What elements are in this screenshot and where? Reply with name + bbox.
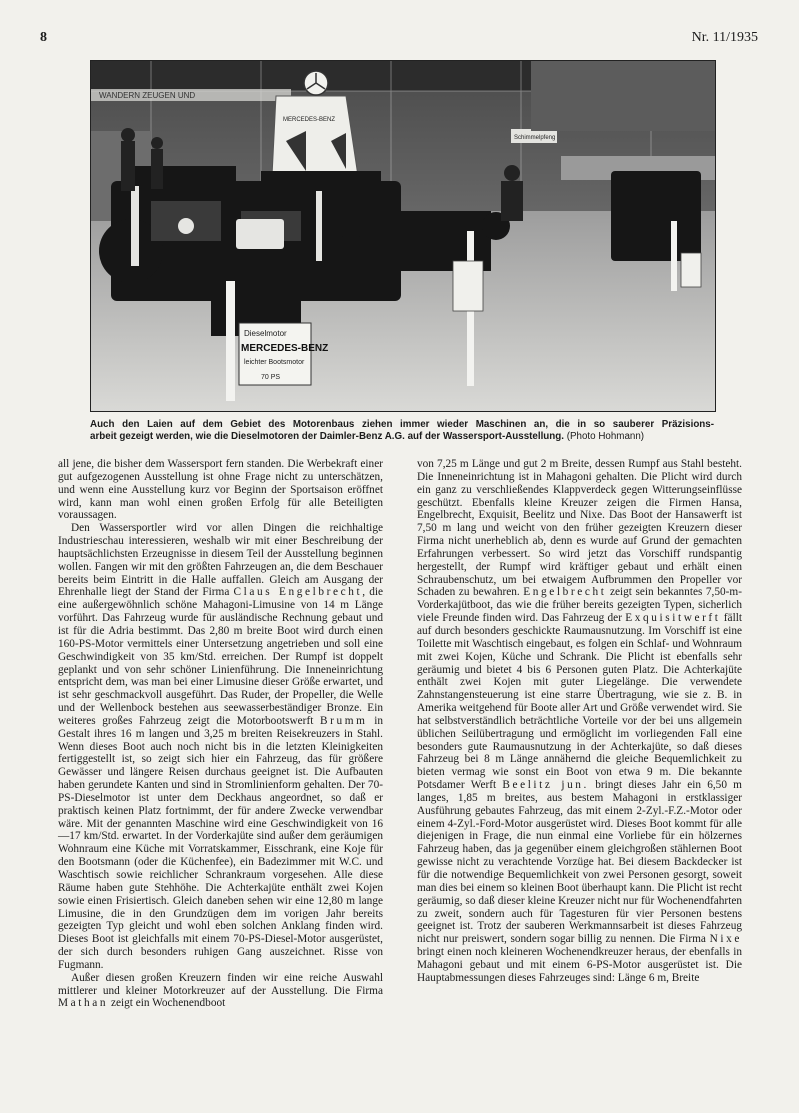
- paragraph: Außer diesen großen Kreuzern finden wir eine reiche Auswahl mittlerer und kleiner Motorkreuzer auf der Ausstellung. Die Firma Mathan zeigt ein Wochenendboot: [58, 971, 383, 1010]
- svg-text:MERCEDES-BENZ: MERCEDES-BENZ: [283, 117, 336, 123]
- exhibition-photo: [90, 60, 716, 412]
- paragraph: von 7,25 m Länge und gut 2 m Breite, dessen Rumpf aus Stahl besteht. Die Inneneinrichtung ist in Mahagoni gehalten. Die Plicht wird durch ein ganz zu verschließendes Klappverdeck gegen Witterungseinflüsse geschützt. Ebenfalls kleine Kreuzer zeigen die Firmen Hansa, Engelbrecht, Exquisit, Beelitz und Nixe. Das Boot der Hansawerft ist 7,50 m lang und weicht von den früher gezeigten Kreuzern dieser Firma nicht unerheblich ab, denn es wurde auf Grund der gemachten Erfahrungen verbessert. So wird jetzt das Vorschiff rundspantig hergestellt, der Rumpf wird kräftiger gebaut und erhält einen Schraubenschutz, um bei etwaigem Aufbrummen den Propeller vor Schaden zu bewahren. Engelbrecht zeigt sein bekanntes 7,50-m-Vorderkajütboot, das wie die früher bereits gezeigten Typen, sicherlich viele Freunde finden wird. Das Fahrzeug der Exquisitwerft fällt auf durch besonders geschickte Raumausnutzung. Im Vorschiff ist eine Toilette mit Waschtisch eingebaut, es folgen ein Schlaf- und Wohnraum mit zwei Kojen, Küche und Schrank. Die Plicht ist ebenfalls sehr geräumig und bietet 4 bis 6 Personen guten Platz. Die Achterkajüte enthält zwei Kojen mit guter Liegelänge. Die verwendete Zahnstangensteuerung ist eine starre Übertragung, wie sie z. B. in Amerika weitgehend für Boote aller Art und Größe verwendet wird. Sie hat selbstverständlich beträchtliche Vorteile vor der bei uns allgemein üblichen Seilübertragung und ermöglicht im vorliegenden Fall eine besonders gute Raumausnutzung in der Achterkajüte, so daß dieses Fahrzeug bei 8 m Länge annähernd die gleiche Bequemlichkeit zu bieten vermag wie sonst ein Boot von etwa 9 m. Die bekannte Potsdamer Werft Beelitz jun. bringt dieses Jahr ein 6,50 m langes, 1,85 m breites, aus bestem Mahagoni in erstklassiger Ausführung gebautes Fahrzeug, das mit einem 2-Zyl.-F.Z.-Motor oder einem 4-Zyl.-Ford-Motor ausgerüstet wird. Dieses Boot kommt für alle diejenigen in Frage, die nun einmal eine Vorliebe für ein hölzernes Fahrzeug haben, das ja gegenüber einem gleichgroßen stählernen Boot gewisse nicht zu verachtende Vorzüge hat. Bei diesem Backdecker ist für die notwendige Bequemlichkeit von zwei Personen gesorgt, soweit man dies bei einem so kleinen Boot überhaupt kann. Die Plicht ist recht geräumig, so daß dieser kleine Kreuzer nicht nur für Wochenendfahrten zu zweit, sondern auch für Tagesturen für vier Personen bestens geeignet ist. Trotz der sauberen Werkmannsarbeit ist dieses Fahrzeug nicht nur preiswert, sondern sogar billig zu nennen. Die Firma Nixe bringt einen noch kleineren Wochenendkreuzer heraus, der ebenfalls in Mahagoni gebaut und mit einem 6-PS-Motor ausgerüstet ist. Die Hauptabmessungen dieses Fahrzeuges sind: Länge 6 m, Breite: [417, 458, 742, 984]
- firm-name: Claus Engelbrecht: [233, 586, 363, 599]
- left-column: [58, 458, 383, 1010]
- svg-text:WANDERN ZEUGEN UND: WANDERN ZEUGEN UND: [99, 91, 196, 100]
- issue-number: Nr. 11/1935: [691, 30, 758, 45]
- firm-name: Engelbrecht: [523, 586, 607, 599]
- firm-name: Nixe: [709, 933, 742, 946]
- svg-text:70 PS: 70 PS: [261, 374, 281, 381]
- photo-credit: (Photo Hohmann): [566, 431, 645, 443]
- right-column: [417, 458, 742, 985]
- firm-name: Exquisitwerft: [625, 612, 721, 625]
- firm-name: Beelitz jun.: [502, 779, 589, 792]
- paragraph: all jene, die bisher dem Wassersport fern standen. Die Werbekraft einer gut aufgezogenen Ausstellung ist ohne Frage nicht zu unterschätzen, und wenn eine Ausstellung kurz vor Beginn der Sportsaison eröffnet wird, kann man wohl einen großen Erfolg für alle Beteiligten voraussagen.: [58, 458, 383, 522]
- svg-text:MERCEDES-BENZ: MERCEDES-BENZ: [241, 343, 329, 354]
- photo-caption: [90, 419, 714, 444]
- firm-name: Brumm: [320, 714, 368, 727]
- firm-name: Mathan: [58, 997, 109, 1010]
- svg-text:leichter Bootsmotor: leichter Bootsmotor: [244, 359, 305, 366]
- svg-text:Schimmelpfeng: Schimmelpfeng: [514, 135, 556, 141]
- caption-line-2: arbeit gezeigt werden, wie die Dieselmotoren der Daimler-Benz A.G. auf der Wassersport-Ausstellung. (Photo Hohmann): [90, 431, 645, 443]
- svg-text:Dieselmotor: Dieselmotor: [244, 329, 287, 338]
- page-number: 8: [40, 30, 47, 45]
- caption-line-1: Auch den Laien auf dem Gebiet des Motorenbaus ziehen immer wieder Maschinen an, die in so sauberer Präzisions-: [90, 419, 714, 430]
- paragraph: Den Wassersportler wird vor allen Dingen die reichhaltige Industrieschau interessieren, weshalb wir mit einer Beschreibung der hauptsächlichsten Erzeugnisse in diesem Teil der Ausstellung beginnen wollen. Fangen wir mit den größten Fahrzeugen an, die dem Beschauer bereits beim Eintritt in die Halle auffallen. Gleich am Ausgang der Ehrenhalle liegt der Stand der Firma Claus Engelbrecht, die eine außergewöhnlich schöne Mahagoni-Limusine von 14 m Länge vorführt. Das Fahrzeug wurde für ausländische Rechnung gebaut und ist für die Adria bestimmt. Das 2,80 m breite Boot wird durch einen 160-PS-Motor vermittels einer Untersetzung angetrieben und soll eine Geschwindigkeit von 35 km/Std. erreichen. Der Rumpf ist doppelt geplankt und von sehr schöner Linienführung. Die Inneneinrichtung entspricht dem, was man bei einer Limusine dieser Größe erwartet, und ist sehr geschmackvoll ausgeführt. Das Ruder, der Propeller, die Welle und der Wellenbock bestehen aus seewasserbeständiger Bronze. Ein weiteres großes Fahrzeug zeigt die Motorbootswerft Brumm in Gestalt ihres 16 m langen und 3,25 m breiten Reisekreuzers in Stahl. Wenn dieses Boot auch noch nicht bis in die letzten Kleinigkeiten fertiggestellt ist, so zeigt sich hier ein Fahrzeug, das für größere Gewässer und längere Reisen durchaus geeignet ist. Die Aufbauten haben gerundete Kanten und sind in Stromlinienform gehalten. Der 70-PS-Dieselmotor ist unter dem Deckhaus angeordnet, so daß er praktisch keinen Platz fortnimmt, der für andere Zwecke verwendbar wäre. Mit der genannten Maschine wird eine Geschwindigkeit von 16—17 km/Std. erwartet. In der Vorderkajüte sind außer dem geräumigen Wohnraum eine Küche mit Vorratskammer, Eisschrank, eine Koje für den Bootsmann (oder die Küchenfee), ein Badezimmer mit W.C. und Waschtisch sowie reichlicher Schrankraum vorgesehen. Alle diese Räume haben gute Stehhöhe. Die Achterkajüte enthält zwei Kojen sowie einen Frisiertisch. Gleich daneben sehen wir eine 12,80 m lange Limusine, die in den Grundzügen dem im vorigen Jahr bereits gezeigten Typ gleicht und wohl eben solchen Anklang finden wird. Dieses Boot ist gleichfalls mit einem 70-PS-Diesel-Motor ausgerüstet, der sich durch besonders ruhigen Gang auszeichnet. Risse von Fugmann.: [58, 522, 384, 971]
